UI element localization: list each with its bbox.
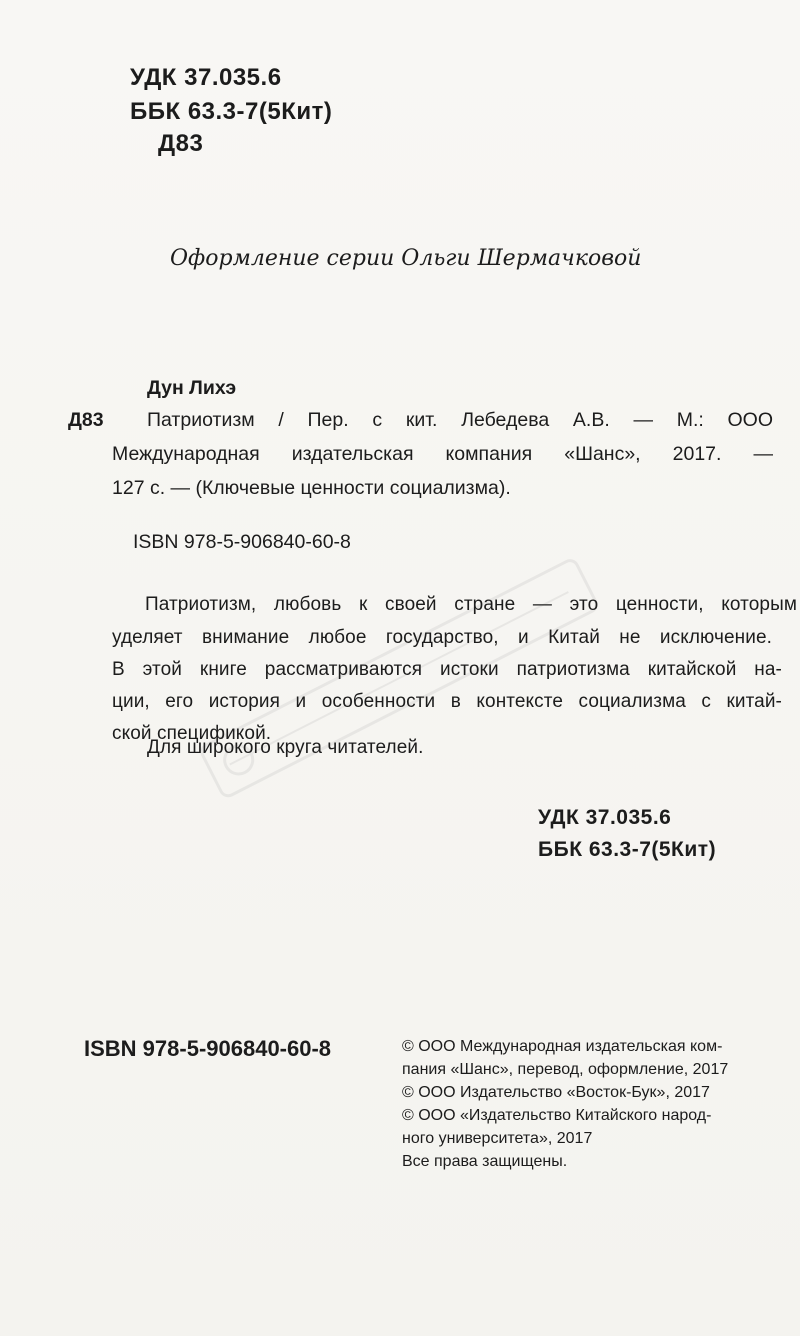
bib-line-3: 127 с. — (Ключевые ценности социализма). (112, 477, 511, 499)
copyright-line-1: © ООО Международная издательская ком- (402, 1038, 723, 1055)
bib-author-mark: Д83 (68, 409, 104, 431)
annotation-line-4: ции, его история и особенности в контексте социализма с китай- (112, 691, 782, 712)
classification-udk: УДК 37.035.6 (538, 806, 672, 829)
copyright-line-2: пания «Шанс», перевод, оформление, 2017 (402, 1061, 729, 1078)
annotation-line-5: ской спецификой. (112, 723, 272, 744)
annotation-line-3: В этой книге рассматриваются истоки патриотизма китайской на- (112, 659, 782, 680)
classification-bbk: ББК 63.3-7(5Кит) (538, 838, 717, 861)
annotation-line-2: уделяет внимание любое государство, и Китай не исключение. (112, 627, 772, 648)
annotation-line-1: Патриотизм, любовь к своей стране — это ценности, которым (145, 594, 797, 615)
bib-line-2: Международная издательская компания «Шанс», 2017. — (112, 443, 773, 465)
copyright-line-4: © ООО «Издательство Китайского народ- (402, 1107, 712, 1124)
copyright-line-6: Все права защищены. (402, 1153, 568, 1170)
copyright-line-3: © ООО Издательство «Восток-Бук», 2017 (402, 1084, 710, 1101)
annotation-audience: Для широкого круга читателей. (147, 737, 424, 758)
series-credit: Оформление серии Ольги Шермачковой (170, 246, 642, 271)
bib-author: Дун Лихэ (147, 377, 237, 399)
bib-line-1: Патриотизм / Пер. с кит. Лебедева А.В. — М.: ООО (147, 409, 773, 431)
copyright-line-5: ного университета», 2017 (402, 1130, 593, 1147)
footer-isbn: ISBN 978-5-906840-60-8 (84, 1036, 332, 1061)
header-bbk: ББК 63.3-7(5Кит) (130, 98, 333, 125)
header-udk: УДК 37.035.6 (130, 64, 282, 91)
bib-isbn: ISBN 978-5-906840-60-8 (133, 531, 351, 553)
header-author-mark: Д83 (158, 130, 204, 157)
